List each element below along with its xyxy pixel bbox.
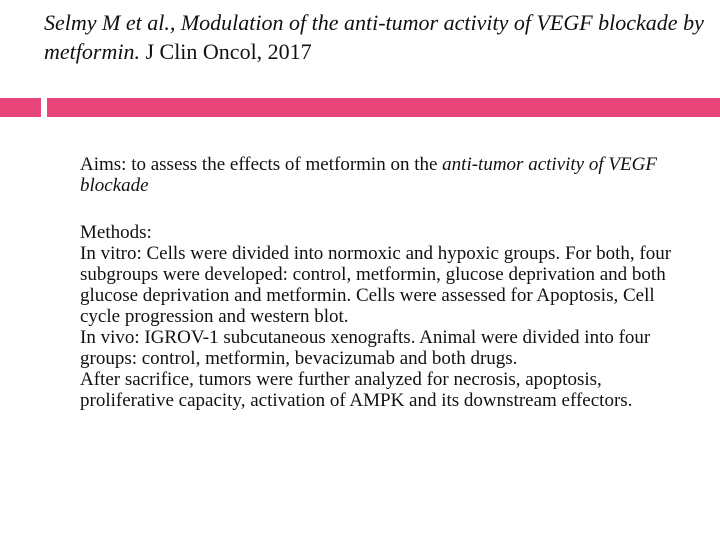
- aims-text: Aims: to assess the effects of metformin on the: [80, 154, 443, 175]
- after-sacrifice-paragraph: After sacrifice, tumors were further analyzed for necrosis, apoptosis, proliferative capacity, activation of AMPK and its downstream effectors.: [80, 369, 633, 411]
- methods-heading: Methods:: [80, 222, 152, 243]
- citation-authors-title: Selmy M et al., Modulation of the anti-tumor activity of VEGF blockade by metformin.: [44, 10, 704, 64]
- aims-emphasis: anti-tumor activity of VEGF blockade: [80, 154, 657, 196]
- in-vivo-paragraph: In vivo: IGROV-1 subcutaneous xenografts. Animal were divided into four groups: control, metformin, bevacizumab and both drugs.: [80, 327, 651, 369]
- in-vitro-paragraph: In vitro: Cells were divided into normoxic and hypoxic groups. For both, four subgroups were developed: control, metformin, glucose deprivation and both glucose deprivation and metformin. Cells were assessed for Apoptosis, Cell cycle progression and western blot.: [80, 243, 672, 327]
- aims-paragraph: [80, 154, 690, 196]
- slide-body: [80, 154, 690, 411]
- citation-journal: J Clin Oncol, 2017: [139, 39, 312, 64]
- accent-bar-left: [0, 98, 41, 117]
- slide-title: [44, 8, 704, 66]
- accent-bar-right: [47, 98, 720, 117]
